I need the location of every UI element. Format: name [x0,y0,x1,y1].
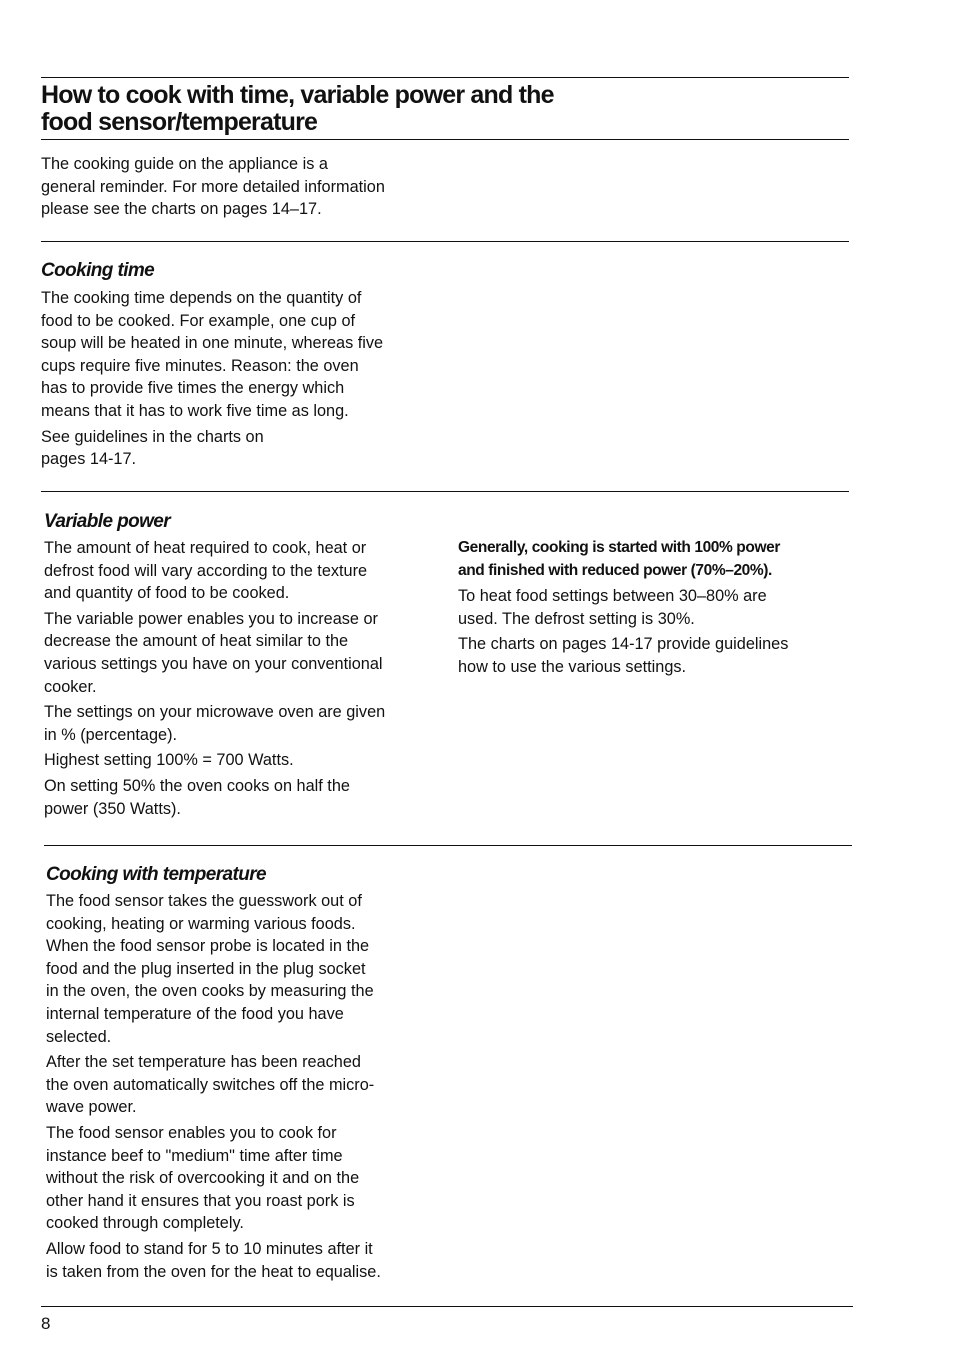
text-line: food to be cooked. For example, one cup of [41,311,356,330]
page-number: 8 [41,1314,51,1333]
text-line: The amount of heat required to cook, heat or [44,539,367,557]
paragraph [44,749,449,772]
variable-power-left-column [44,537,449,823]
text-line: selected. [46,1027,112,1046]
text-line: When the food sensor probe is located in the [46,937,370,956]
paragraph [46,1238,451,1283]
text-line: On setting 50% the oven cooks on half the [44,776,350,795]
text-line: pages 14-17. [41,450,137,469]
text-line: The cooking guide on the appliance is a [41,155,328,173]
paragraph [46,890,451,1048]
text-line: used. The defrost setting is 30%. [458,609,695,628]
emphasis-paragraph [458,537,858,582]
text-line: Allow food to stand for 5 to 10 minutes after it [46,1239,373,1258]
text-line: cooker. [44,677,97,696]
page-title-line-1: How to cook with time, variable power and the [41,81,554,109]
paragraph [44,608,449,698]
text-line: general reminder. For more detailed information [41,177,385,196]
text-line: food and the plug inserted in the plug socket [46,959,366,978]
text-line: defrost food will vary according to the texture [44,561,368,580]
text-line: cooking, heating or warming various foods. [46,914,356,933]
footer-rule [41,1306,853,1307]
text-line: The settings on your microwave oven are given [44,703,386,722]
text-line: instance beef to "medium" time after time [46,1146,343,1165]
section-rule-cooking-time [41,241,849,242]
text-line: other hand it ensures that you roast pork is [46,1191,355,1210]
top-rule [41,77,849,78]
text-line: The variable power enables you to increase or [44,609,378,628]
page-title [41,82,841,136]
text-line: various settings you have on your conventional [44,654,383,673]
title-rule [41,139,849,140]
page-title-line-2: food sensor/temperature [41,108,318,136]
text-line: cups require five minutes. Reason: the oven [41,356,359,375]
text-line: wave power. [46,1098,137,1117]
text-line: The cooking time depends on the quantity of [41,289,362,307]
paragraph [44,775,449,820]
section-heading-cooking-time: Cooking time [41,260,155,281]
text-line: and finished with reduced power (70%–20%). [458,561,772,579]
cooking-temperature-text [46,890,451,1286]
variable-power-right-column [458,537,858,682]
text-line: and quantity of food to be cooked. [44,584,290,603]
paragraph [41,426,461,471]
text-line: Highest setting 100% = 700 Watts. [44,751,294,770]
text-line: soup will be heated in one minute, whereas five [41,334,384,353]
text-line: The food sensor takes the guesswork out of [46,892,362,910]
paragraph [46,1122,451,1235]
text-line: is taken from the oven for the heat to equalise. [46,1262,381,1281]
section-heading-cooking-temperature: Cooking with temperature [46,864,266,885]
text-line: The charts on pages 14-17 provide guidelines [458,635,789,654]
text-line: cooked through completely. [46,1214,244,1233]
text-line: power (350 Watts). [44,799,181,818]
text-line: how to use the various settings. [458,657,687,676]
text-line: without the risk of overcooking it and on the [46,1169,360,1188]
text-line: the oven automatically switches off the micro- [46,1075,375,1094]
cooking-time-text [41,287,461,474]
paragraph [44,537,449,605]
text-line: means that it has to work five time as long. [41,401,349,420]
text-line: decrease the amount of heat similar to the [44,632,349,651]
text-line: in the oven, the oven cooks by measuring the [46,982,374,1001]
paragraph [44,701,449,746]
text-line: The food sensor enables you to cook for [46,1123,337,1142]
text-line: has to provide five times the energy which [41,379,345,398]
text-line: please see the charts on pages 14–17. [41,200,322,219]
section-rule-variable-power [41,491,849,492]
text-line: After the set temperature has been reached [46,1053,361,1072]
section-heading-variable-power: Variable power [44,511,171,532]
paragraph [458,585,858,630]
paragraph [46,1051,451,1119]
paragraph [41,287,461,423]
intro-text [41,153,461,224]
text-line: Generally, cooking is started with 100% power [458,539,780,556]
intro-paragraph [41,153,461,221]
paragraph [458,633,858,678]
text-line: internal temperature of the food you have [46,1004,344,1023]
text-line: To heat food settings between 30–80% are [458,587,767,606]
text-line: in % (percentage). [44,725,178,744]
section-rule-cooking-temperature [44,845,852,846]
text-line: See guidelines in the charts on [41,427,264,446]
